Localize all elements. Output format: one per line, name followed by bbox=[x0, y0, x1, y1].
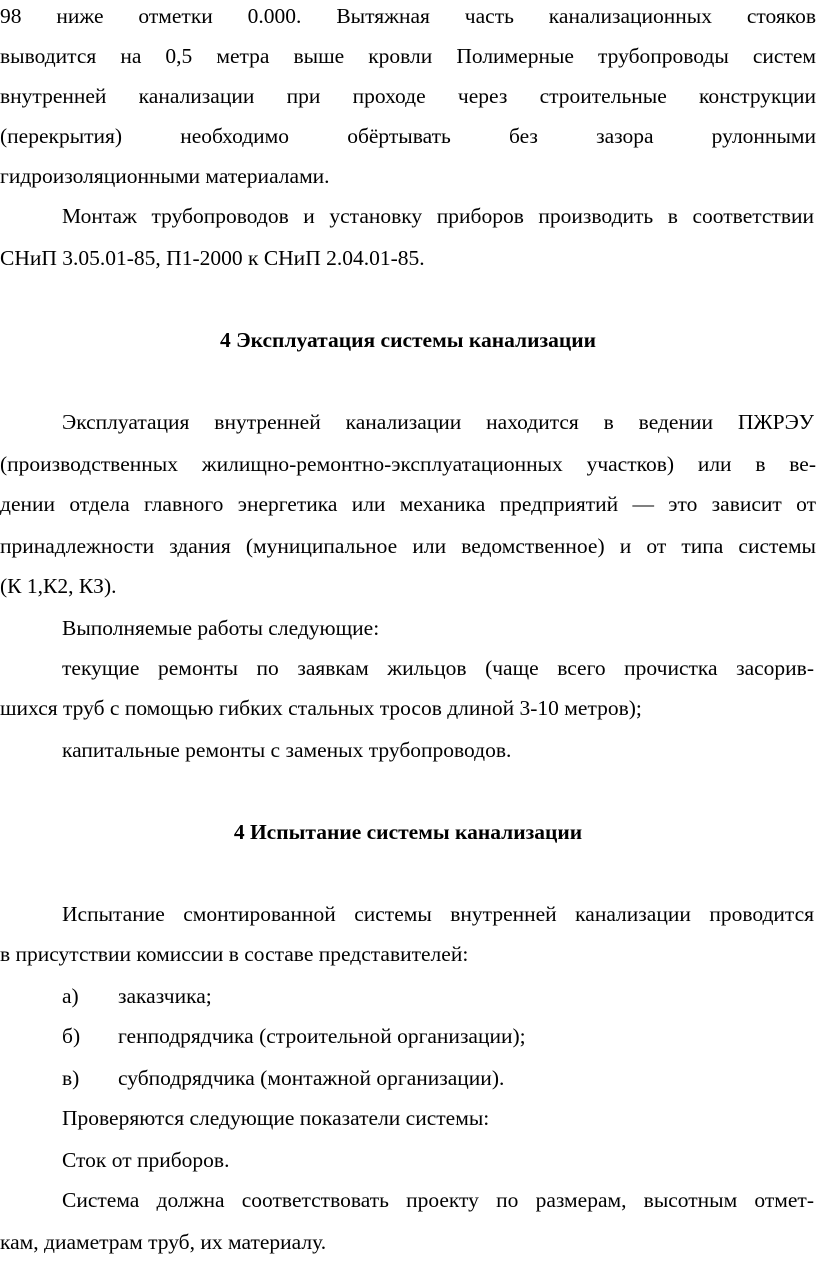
paragraph-line: дении отдела главного энергетика или механика предприятий — это зависит от bbox=[0, 492, 816, 516]
list-marker: в) bbox=[62, 1066, 80, 1090]
checks-intro: Проверяются следующие показатели системы: bbox=[62, 1106, 490, 1130]
list-marker: а) bbox=[62, 984, 79, 1008]
paragraph-line: 98 ниже отметки 0.000. Вытяжная часть канализационных стояков bbox=[0, 4, 816, 28]
paragraph-line: (К 1,К2, КЗ). bbox=[0, 574, 117, 598]
section-heading-testing: 4 Испытание системы канализации bbox=[233, 820, 583, 844]
section-heading-exploitation: 4 Эксплуатация системы канализации bbox=[219, 328, 597, 352]
paragraph-line: (производственных жилищно-ремонтно-эксплуатационных участков) или в ве- bbox=[0, 452, 816, 476]
paragraph-line: СНиП 3.05.01-85, П1-2000 к СНиП 2.04.01-85. bbox=[0, 246, 425, 270]
paragraph-line: в присутствии комиссии в составе представителей: bbox=[0, 942, 469, 966]
paragraph-line: внутренней канализации при проходе через строительные конструкции bbox=[0, 84, 816, 108]
list-marker: б) bbox=[62, 1024, 81, 1048]
paragraph-line: гидроизоляционными материалами. bbox=[0, 164, 330, 188]
list-item-text: заказчика; bbox=[118, 984, 212, 1008]
paragraph-line: Система должна соответствовать проекту по размерам, высотным отмет- bbox=[62, 1188, 814, 1212]
paragraph-line: принадлежности здания (муниципальное или ведомственное) и от типа системы bbox=[0, 534, 816, 558]
check-item: Сток от приборов. bbox=[62, 1148, 230, 1172]
paragraph-line: Эксплуатация внутренней канализации находится в ведении ПЖРЭУ bbox=[62, 410, 814, 434]
works-item-line: капитальные ремонты с заменых трубопроводов. bbox=[62, 738, 512, 762]
list-item-text: субподрядчика (монтажной организации). bbox=[118, 1066, 505, 1090]
paragraph-line: Монтаж трубопроводов и установку приборов производить в соответствии bbox=[62, 204, 814, 228]
works-intro: Выполняемые работы следующие: bbox=[62, 616, 380, 640]
works-item-line: текущие ремонты по заявкам жильцов (чаще всего прочистка засорив- bbox=[62, 656, 814, 680]
paragraph-line: выводится на 0,5 метра выше кровли Полимерные трубопроводы систем bbox=[0, 44, 816, 68]
paragraph-line: кам, диаметрам труб, их материалу. bbox=[0, 1230, 327, 1254]
list-item-text: генподрядчика (строительной организации); bbox=[118, 1024, 526, 1048]
works-item-line: шихся труб с помощью гибких стальных тросов длиной 3-10 метров); bbox=[0, 696, 642, 720]
paragraph-line: Испытание смонтированной системы внутренней канализации проводится bbox=[62, 902, 814, 926]
paragraph-line: (перекрытия) необходимо обёртывать без зазора рулонными bbox=[0, 124, 816, 148]
